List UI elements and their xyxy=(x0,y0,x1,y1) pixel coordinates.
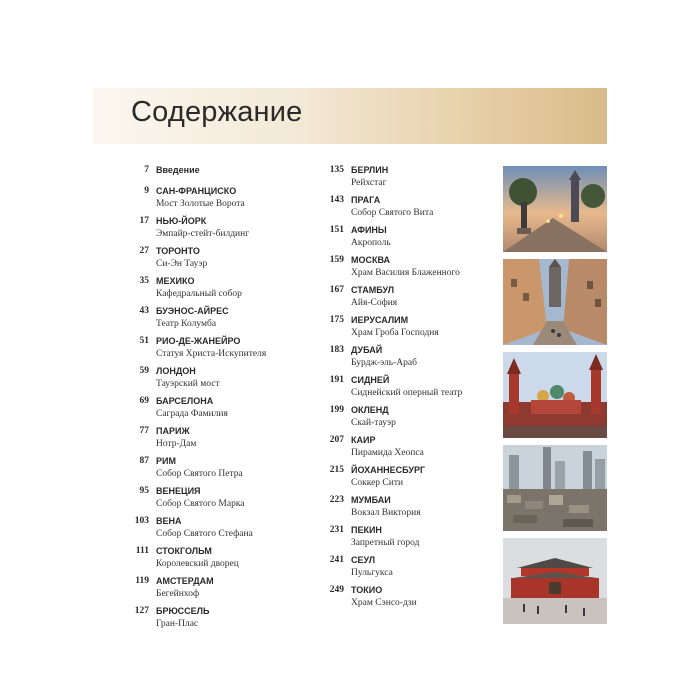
toc-city-name: ПЕКИН xyxy=(351,525,382,535)
toc-city-name: БЕРЛИН xyxy=(351,165,389,175)
toc-entry xyxy=(112,216,302,246)
toc-landmark-name: Соккер Сити xyxy=(351,478,404,488)
toc-landmark-name: Статуя Христа-Искупителя xyxy=(156,349,267,359)
tiananmen-gate-photo xyxy=(503,538,607,624)
toc-city-name: ЛОНДОН xyxy=(156,366,196,376)
toc-city-name: БАРСЕЛОНА xyxy=(156,396,214,406)
old-town-street-photo xyxy=(503,259,607,345)
toc-page-number: 111 xyxy=(135,546,149,556)
toc-entry xyxy=(307,285,497,315)
toc-entry xyxy=(307,375,497,405)
toc-city-name: Введение xyxy=(156,165,200,175)
toc-city-name: КАИР xyxy=(351,435,376,445)
toc-page-number: 223 xyxy=(329,495,344,505)
toc-city-name: РИМ xyxy=(156,456,176,466)
toc-page-number: 51 xyxy=(139,336,149,346)
toc-city-name: ПАРИЖ xyxy=(156,426,190,436)
toc-landmark-name: Собор Святого Вита xyxy=(351,208,434,218)
toc-left-column xyxy=(112,165,302,636)
toc-landmark-name: Бурдж-эль-Араб xyxy=(351,358,417,368)
toc-landmark-name: Си-Эн Тауэр xyxy=(156,259,208,269)
toc-landmark-name: Рейхстаг xyxy=(351,178,387,188)
toc-city-name: МОСКВА xyxy=(351,255,391,265)
toc-landmark-name: Собор Святого Марка xyxy=(156,499,245,509)
toc-entry xyxy=(112,576,302,606)
toc-page-number: 9 xyxy=(144,186,149,196)
toc-page-number: 95 xyxy=(139,486,149,496)
toc-landmark-name: Храм Василия Блаженного xyxy=(351,268,460,278)
toc-landmark-name: Вокзал Виктория xyxy=(351,508,421,518)
toc-page-number: 69 xyxy=(139,396,149,406)
toc-entry xyxy=(112,456,302,486)
toc-entry xyxy=(307,585,497,615)
toc-page-number: 159 xyxy=(329,255,344,265)
toc-entry xyxy=(112,276,302,306)
toc-city-name: САН-ФРАНЦИСКО xyxy=(156,186,237,196)
toc-entry xyxy=(307,495,497,525)
toc-entry xyxy=(112,426,302,456)
toc-entry xyxy=(307,345,497,375)
toc-entry xyxy=(307,225,497,255)
toc-page-number: 27 xyxy=(139,246,149,256)
london-square-photo xyxy=(503,166,607,252)
toc-right-column xyxy=(307,165,497,615)
toc-page-number: 215 xyxy=(329,465,344,475)
toc-entry xyxy=(112,546,302,576)
toc-landmark-name: Акрополь xyxy=(351,238,391,248)
toc-entry xyxy=(307,435,497,465)
toc-entry xyxy=(307,525,497,555)
toc-city-name: СТАМБУЛ xyxy=(351,285,395,295)
toc-entry xyxy=(307,315,497,345)
toc-city-name: АФИНЫ xyxy=(351,225,387,235)
toc-entry xyxy=(112,165,302,186)
toc-city-name: БУЭНОС-АЙРЕС xyxy=(156,306,229,316)
toc-city-name: СЕУЛ xyxy=(351,555,376,565)
toc-city-name: ИЕРУСАЛИМ xyxy=(351,315,409,325)
page-title: Содержание xyxy=(131,96,303,128)
toc-city-name: НЬЮ-ЙОРК xyxy=(156,216,207,226)
toc-entry xyxy=(307,465,497,495)
toc-page-number: 199 xyxy=(329,405,344,415)
toc-entry xyxy=(112,246,302,276)
toc-page-number: 183 xyxy=(329,345,344,355)
toc-page-number: 241 xyxy=(329,555,344,565)
toc-landmark-name: Сиднейский оперный театр xyxy=(351,388,463,398)
toc-page-number: 119 xyxy=(135,576,149,586)
toc-page-number: 167 xyxy=(329,285,344,295)
toc-page-number: 7 xyxy=(144,165,149,175)
toc-entry xyxy=(307,555,497,585)
toc-city-name: ДУБАЙ xyxy=(351,345,383,355)
toc-city-name: СТОКГОЛЬМ xyxy=(156,546,212,556)
toc-page-number: 191 xyxy=(329,375,344,385)
toc-city-name: ВЕНЕЦИЯ xyxy=(156,486,201,496)
red-square-photo xyxy=(503,352,607,438)
toc-landmark-name: Пульгукса xyxy=(351,568,393,578)
toc-entry xyxy=(112,396,302,426)
toc-entry xyxy=(112,606,302,636)
toc-entry xyxy=(112,306,302,336)
toc-city-name: МЕХИКО xyxy=(156,276,195,286)
toc-landmark-name: Бегейнхоф xyxy=(156,589,200,599)
toc-page-number: 103 xyxy=(134,516,149,526)
toc-page-number: 87 xyxy=(139,456,149,466)
toc-city-name: ТОРОНТО xyxy=(156,246,200,256)
toc-city-name: ОКЛЕНД xyxy=(351,405,389,415)
toc-entry xyxy=(112,486,302,516)
toc-page-number: 143 xyxy=(329,195,344,205)
toc-page-number: 17 xyxy=(139,216,149,226)
toc-landmark-name: Пирамида Хеопса xyxy=(351,448,424,458)
toc-city-name: БРЮССЕЛЬ xyxy=(156,606,210,616)
toc-city-name: АМСТЕРДАМ xyxy=(156,576,214,586)
toc-landmark-name: Скай-тауэр xyxy=(351,418,396,428)
toc-landmark-name: Айя-София xyxy=(351,298,398,308)
toc-page-number: 249 xyxy=(329,585,344,595)
toc-landmark-name: Гран-Плас xyxy=(156,619,199,629)
toc-entry xyxy=(307,405,497,435)
toc-city-name: СИДНЕЙ xyxy=(351,375,390,385)
toc-landmark-name: Тауэрский мост xyxy=(156,379,220,389)
toc-page-number: 127 xyxy=(134,606,149,616)
toc-entry xyxy=(307,195,497,225)
toc-page-number: 59 xyxy=(139,366,149,376)
toc-landmark-name: Храм Сэнсо-дзи xyxy=(351,598,417,608)
toc-landmark-name: Королевский дворец xyxy=(156,559,239,569)
toc-landmark-name: Кафедральный собор xyxy=(156,289,242,299)
toc-entry xyxy=(112,186,302,216)
toc-landmark-name: Эмпайр-стейт-билдинг xyxy=(156,229,250,239)
toc-city-name: ВЕНА xyxy=(156,516,182,526)
toc-page-number: 35 xyxy=(139,276,149,286)
toc-city-name: РИО-ДЕ-ЖАНЕЙРО xyxy=(156,336,241,346)
toc-city-name: МУМБАИ xyxy=(351,495,391,505)
toc-landmark-name: Театр Колумба xyxy=(156,319,217,329)
toc-landmark-name: Храм Гроба Господня xyxy=(351,328,439,338)
toc-entry xyxy=(112,366,302,396)
toc-landmark-name: Мост Золотые Ворота xyxy=(156,199,245,209)
toc-page-number: 175 xyxy=(329,315,344,325)
toc-landmark-name: Собор Святого Стефана xyxy=(156,529,253,539)
toc-landmark-name: Запретный город xyxy=(351,538,420,548)
toc-landmark-name: Собор Святого Петра xyxy=(156,469,243,479)
toc-entry xyxy=(307,255,497,285)
toc-city-name: ПРАГА xyxy=(351,195,381,205)
toc-page-number: 151 xyxy=(329,225,344,235)
toc-city-name: ЙОХАННЕСБУРГ xyxy=(351,465,426,475)
toc-landmark-name: Саграда Фамилия xyxy=(156,409,228,419)
toc-landmark-name: Нотр-Дам xyxy=(156,439,197,449)
toc-page-number: 231 xyxy=(329,525,344,535)
city-skyline-photo xyxy=(503,445,607,531)
toc-city-name: ТОКИО xyxy=(351,585,383,595)
toc-entry xyxy=(112,516,302,546)
toc-page-number: 135 xyxy=(329,165,344,175)
toc-page-number: 207 xyxy=(329,435,344,445)
toc-entry xyxy=(112,336,302,366)
toc-page-number: 43 xyxy=(139,306,149,316)
toc-entry xyxy=(307,165,497,195)
toc-page-number: 77 xyxy=(139,426,149,436)
